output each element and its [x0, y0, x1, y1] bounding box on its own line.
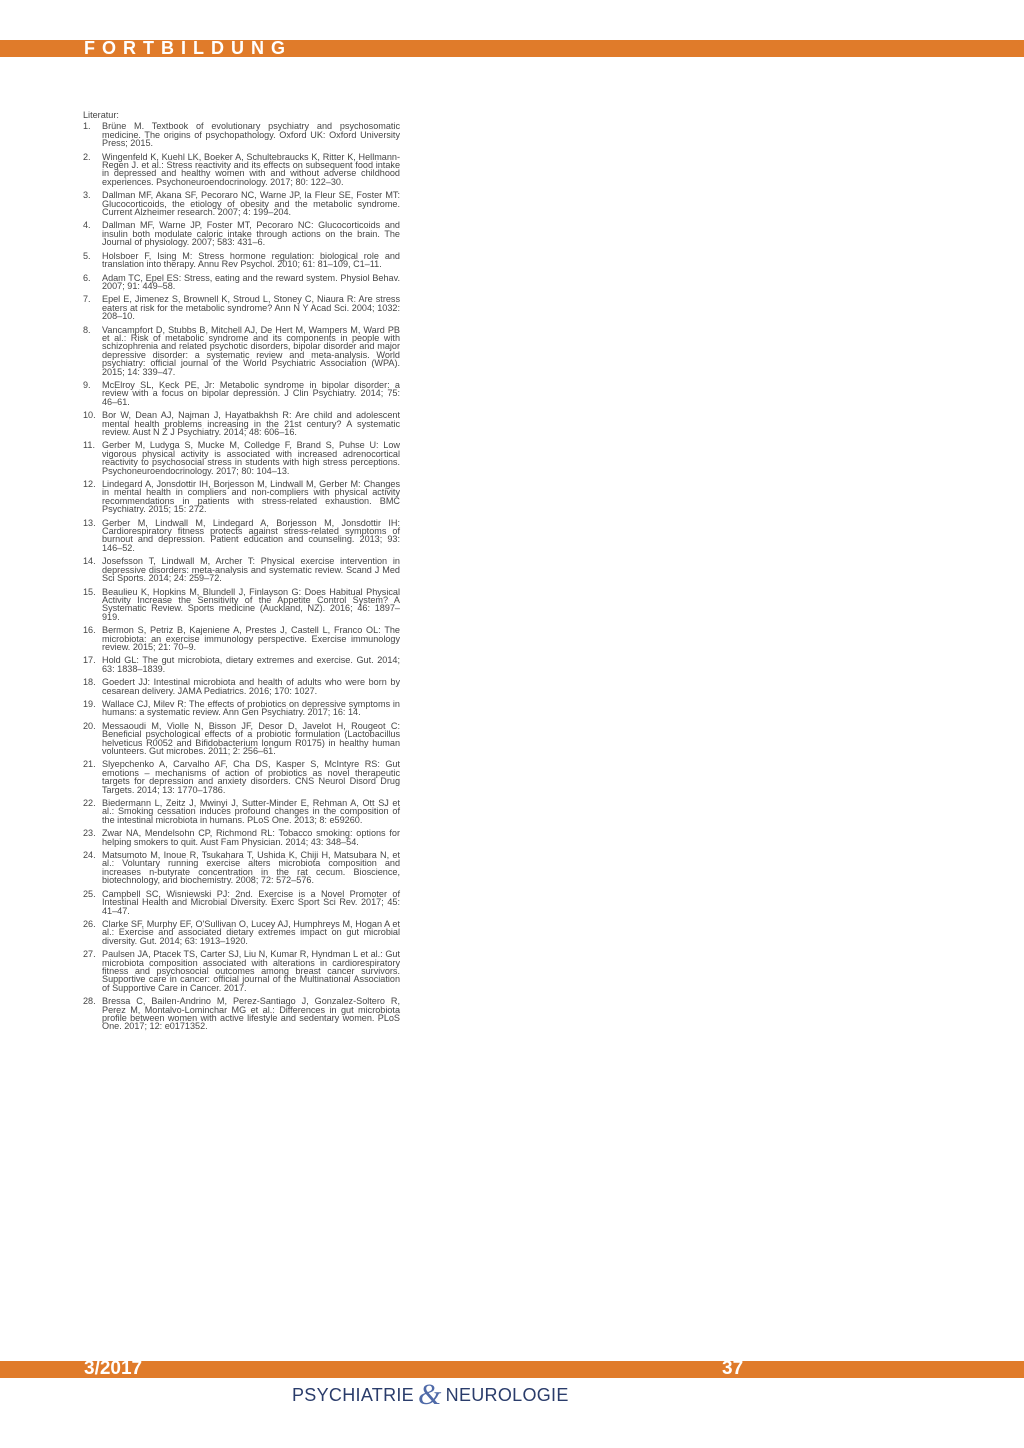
reference-item — [83, 626, 400, 651]
reference-text: Clarke SF, Murphy EF, O'Sullivan O, Lucey AJ, Humphreys M, Hogan A et al.: Exercise and associated dietary extremes impact on gut microbial diversity. Gut. 2014; 63: 1913–1920. — [102, 918, 400, 946]
reference-text: Vancampfort D, Stubbs B, Mitchell AJ, De Hert M, Wampers M, Ward PB et al.: Risk of metabolic syndrome and its components in people with schizophrenia and related psychotic disorders, bipolar disorder and major depressive disorder: a systematic review and meta-analysis. World psychiatry: official journal of the World Psychiatric Association (WPA). 2015; 14: 339–47. — [102, 324, 400, 377]
reference-number: 23. — [83, 828, 96, 839]
reference-number: 11. — [83, 440, 95, 451]
reference-number: 3. — [83, 190, 91, 201]
reference-number: 20. — [83, 720, 96, 731]
reference-number: 13. — [83, 517, 96, 528]
reference-text: Dallman MF, Akana SF, Pecoraro NC, Warne JP, la Fleur SE, Foster MT: Glucocorticoids, the etiology of obesity and the metabolic syndrome. Current Alzheimer research. 2007; 4: 199–204. — [102, 190, 400, 218]
reference-text: Biedermann L, Zeitz J, Mwinyi J, Sutter-Minder E, Rehman A, Ott SJ et al.: Smoking cessation induces profound changes in the composition of the intestinal microbiota in humans. PLoS One. 2013; 8: e59260. — [102, 798, 400, 825]
reference-text: Josefsson T, Lindwall M, Archer T: Physical exercise intervention in depressive disorders: meta-analysis and systematic review. Scand J Med Sci Sports. 2014; 24: 259–72. — [102, 556, 400, 584]
reference-text: Adam TC, Epel ES: Stress, eating and the reward system. Physiol Behav. 2007; 91: 449–58. — [102, 272, 400, 291]
journal-name-psychiatrie: PSYCHIATRIE — [292, 1384, 414, 1405]
references-heading: Literatur: — [83, 110, 119, 120]
reference-item — [83, 557, 400, 582]
reference-number: 5. — [83, 250, 91, 261]
reference-text: Paulsen JA, Ptacek TS, Carter SJ, Liu N, Kumar R, Hyndman L et al.: Gut microbiota composition associated with alterations in cardiorespiratory fitness and psychosocial outcomes among breast cancer survivors. Supportive care in cancer: official journal of the Multinational Association of Supportive Care in Cancer. 2017. — [102, 949, 400, 993]
reference-item — [83, 920, 400, 945]
reference-number: 1. — [83, 121, 91, 132]
section-title: FORTBILDUNG — [84, 38, 292, 58]
reference-number: 15. — [83, 586, 96, 597]
reference-text: Dallman MF, Warne JP, Foster MT, Pecoraro NC: Glucocorticoids and insulin both modulate caloric intake through actions on the brain. The Journal of physiology. 2007; 583: 431–6. — [102, 220, 400, 248]
reference-item — [83, 722, 400, 756]
reference-item — [83, 480, 400, 514]
reference-item — [83, 153, 400, 187]
reference-item — [83, 122, 400, 147]
page-number: 37 — [722, 1358, 744, 1379]
reference-text: Holsboer F, Ising M: Stress hormone regulation: biological role and translation into therapy. Annu Rev Psychol. 2010; 61: 81–109, C1–11. — [102, 250, 400, 270]
reference-item — [83, 441, 400, 475]
reference-number: 25. — [83, 888, 96, 899]
reference-number: 7. — [83, 294, 91, 305]
reference-text: Lindegard A, Jonsdottir IH, Borjesson M, Lindwall M, Gerber M: Changes in mental health in compliers and non-compliers with physical activity recommendations in patients with stress-related exhaustion. BMC Psychiatry. 2015; 15: 272. — [102, 479, 400, 515]
reference-number: 27. — [83, 949, 96, 960]
reference-list — [83, 122, 400, 1030]
reference-item — [83, 997, 400, 1031]
reference-item — [83, 221, 400, 246]
reference-number: 8. — [83, 324, 91, 335]
reference-item — [83, 519, 400, 553]
reference-item — [83, 700, 400, 717]
reference-number: 28. — [83, 996, 96, 1007]
issue-number: 3/2017 — [84, 1358, 143, 1379]
reference-text: Slyepchenko A, Carvalho AF, Cha DS, Kasper S, McIntyre RS: Gut emotions – mechanisms of action of probiotics as novel therapeutic targets for depression and anxiety disorders. CNS Neurol Disord Drug Targets. 2014; 13: 1770–1786. — [102, 759, 400, 795]
reference-number: 6. — [83, 272, 91, 283]
reference-number: 24. — [83, 850, 96, 861]
reference-text: Brüne M. Textbook of evolutionary psychiatry and psychosomatic medicine. The origins of psychopathology. Oxford UK: Oxford University Press; 2015. — [102, 121, 400, 149]
reference-text: Wingenfeld K, Kuehl LK, Boeker A, Schultebraucks K, Ritter K, Hellmann-Regen J. et al.: Stress reactivity and its effects on subsequent food intake in depressed and healthy women with and without adverse childhood experiences. Psychoneuroendocrinology. 2017; 80: 122–30. — [102, 151, 400, 187]
reference-item — [83, 588, 400, 622]
reference-text: Bermon S, Petriz B, Kajeniene A, Prestes J, Castell L, Franco OL: The microbiota: an exercise immunology perspective. Exercise immunology review. 2015; 21: 70–9. — [102, 625, 400, 652]
reference-text: Zwar NA, Mendelsohn CP, Richmond RL: Tobacco smoking: options for helping smokers to quit. Aust Fam Physician. 2014; 43: 348–54. — [102, 828, 400, 847]
reference-number: 4. — [83, 220, 91, 231]
reference-number: 9. — [83, 379, 91, 390]
reference-number: 14. — [83, 556, 96, 567]
reference-item — [83, 295, 400, 320]
reference-item — [83, 381, 400, 406]
reference-text: Wallace CJ, Milev R: The effects of probiotics on depressive symptoms in humans: a systematic review. Ann Gen Psychiatry. 2017; 16: 14. — [102, 698, 400, 718]
reference-text: McElroy SL, Keck PE, Jr: Metabolic syndrome in bipolar disorder: a review with a focus on bipolar depression. J Clin Psychiatry. 2014; 75: 46–61. — [102, 379, 400, 407]
reference-text: Matsumoto M, Inoue R, Tsukahara T, Ushida K, Chiji H, Matsubara N, et al.: Voluntary running exercise alters microbiota composition and increases n-butyrate concentration in the rat cecum. Bioscience, biotechnology, and biochemistry. 2008; 72: 572–576. — [102, 850, 400, 886]
reference-item — [83, 411, 400, 436]
reference-item — [83, 950, 400, 992]
reference-number: 16. — [83, 625, 96, 636]
reference-number: 12. — [83, 479, 96, 490]
footer-bar — [0, 1361, 1024, 1378]
reference-text: Epel E, Jimenez S, Brownell K, Stroud L, Stoney C, Niaura R: Are stress eaters at risk for the metabolic syndrome? Ann N Y Acad Sci. 2004; 1032: 208–10. — [102, 294, 400, 322]
reference-item — [83, 799, 400, 824]
reference-item — [83, 656, 400, 673]
reference-number: 2. — [83, 151, 91, 162]
reference-text: Gerber M, Ludyga S, Mucke M, Colledge F, Brand S, Puhse U: Low vigorous physical activity is associated with increased adrenocortical reactivity to psychosocial stress in students with high stress perceptions. Psychoneuroendocrinology. 2017; 80: 104–13. — [102, 440, 400, 476]
reference-number: 10. — [83, 410, 96, 421]
reference-item — [83, 760, 400, 794]
reference-number: 22. — [83, 798, 96, 809]
reference-item — [83, 326, 400, 376]
reference-text: Bor W, Dean AJ, Najman J, Hayatbakhsh R: Are child and adolescent mental health problems increasing in the 21st century? A systematic review. Aust N Z J Psychiatry. 2014; 48: 606–16. — [102, 410, 400, 437]
reference-section — [83, 111, 400, 1036]
reference-text: Hold GL: The gut microbiota, dietary extremes and exercise. Gut. 2014; 63: 1838–1839. — [102, 655, 400, 674]
reference-number: 26. — [83, 918, 96, 929]
reference-text: Gerber M, Lindwall M, Lindegard A, Borjesson M, Jonsdottir IH: Cardiorespiratory fitness protects against stress-related symptoms of burnout and depression. Patient education and counseling. 2013; 93: 146–52. — [102, 517, 400, 553]
reference-number: 21. — [83, 759, 96, 770]
reference-item — [83, 890, 400, 915]
reference-item — [83, 274, 400, 291]
reference-item — [83, 829, 400, 846]
reference-item — [83, 678, 400, 695]
reference-item — [83, 191, 400, 216]
reference-item — [83, 851, 400, 885]
reference-text: Bressa C, Bailen-Andrino M, Perez-Santiago J, Gonzalez-Soltero R, Perez M, Montalvo-Lominchar MG et al.: Differences in gut microbiota profile between women with active lifestyle and sedentary women. PLoS One. 2017; 12: e0171352. — [102, 996, 400, 1032]
reference-text: Beaulieu K, Hopkins M, Blundell J, Finlayson G: Does Habitual Physical Activity Increase the Sensitivity of the Appetite Control System? A Systematic Review. Sports medicine (Auckland, NZ). 2016; 46: 1897–919. — [102, 586, 400, 622]
reference-number: 19. — [83, 698, 96, 709]
reference-text: Messaoudi M, Violle N, Bisson JF, Desor D, Javelot H, Rougeot C: Beneficial psychological effects of a probiotic formulation (Lactobacillus helveticus R0052 and Bifidobacterium longum R0175) in healthy human volunteers. Gut microbes. 2011; 2: 256–61. — [102, 720, 400, 756]
journal-name-neurologie: NEUROLOGIE — [445, 1384, 569, 1405]
journal-logo — [292, 1380, 569, 1410]
reference-text: Goedert JJ: Intestinal microbiota and health of adults who were born by cesarean delivery. JAMA Pediatrics. 2016; 170: 1027. — [102, 677, 400, 696]
reference-text: Campbell SC, Wisniewski PJ: 2nd. Exercise is a Novel Promoter of Intestinal Health and Microbial Diversity. Exerc Sport Sci Rev. 2017; 45: 41–47. — [102, 888, 400, 916]
reference-number: 17. — [83, 655, 96, 666]
reference-number: 18. — [83, 677, 96, 688]
journal-ampersand: & — [418, 1378, 442, 1411]
reference-item — [83, 252, 400, 269]
